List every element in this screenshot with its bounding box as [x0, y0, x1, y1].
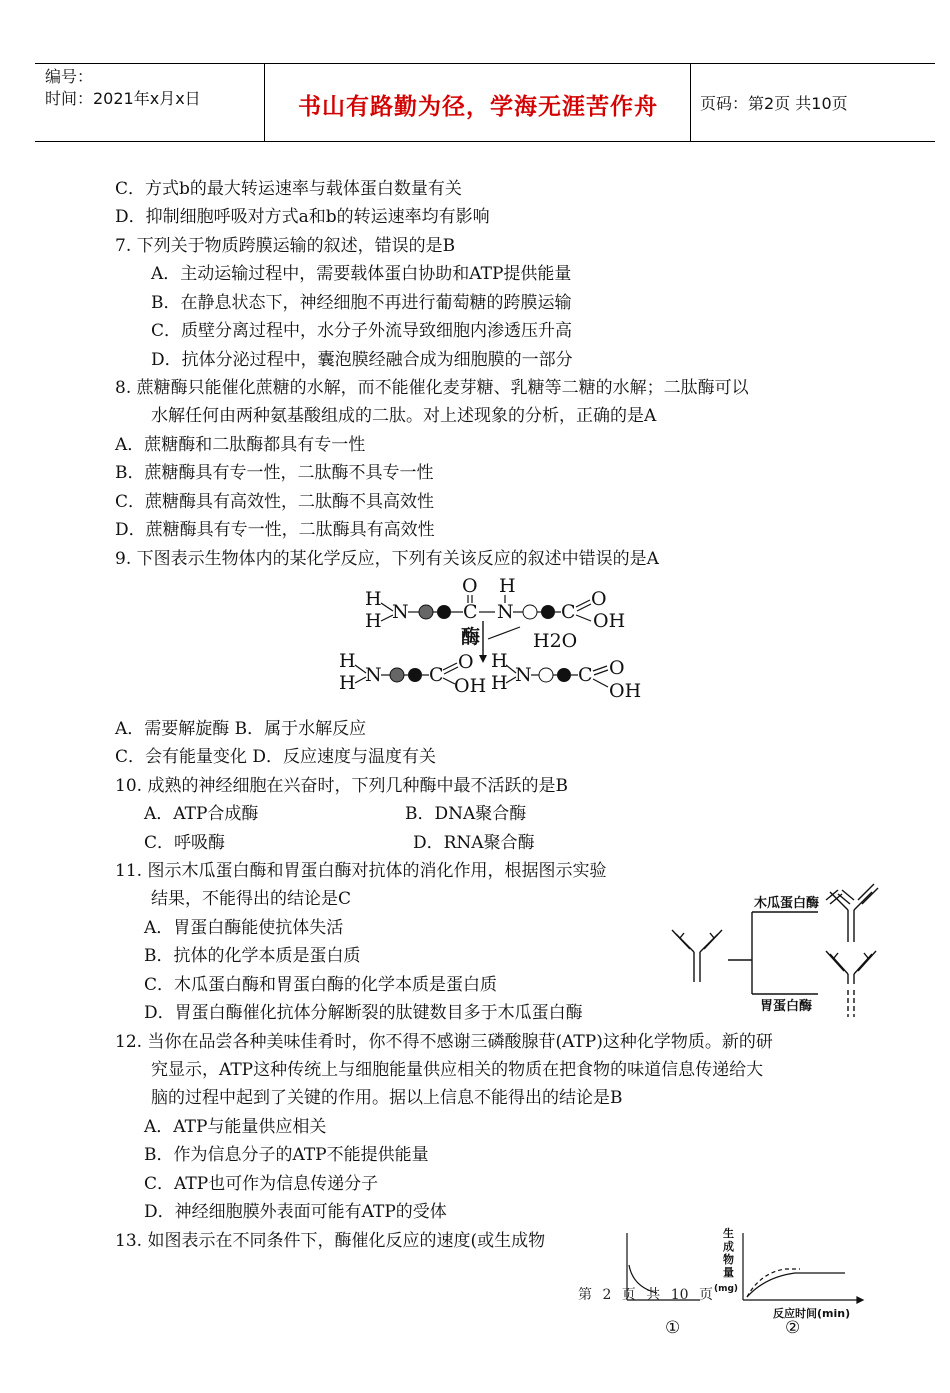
pepsin-label: 胃蛋白酶: [760, 999, 813, 1014]
option-line: C．质壁分离过程中，水分子外流导致细胞内渗透压升高: [151, 321, 573, 341]
option-line: C．方式b的最大转运速率与载体蛋白数量有关: [115, 179, 462, 199]
r-group-filled-icon: [408, 668, 422, 682]
atom-label: H: [339, 672, 356, 694]
atom-label: N: [515, 664, 532, 686]
option-line: B．抗体的化学本质是蛋白质: [144, 946, 361, 966]
option-line: D．蔗糖酶具有专一性，二肽酶具有高效性: [115, 520, 435, 540]
question-12-cont: 究显示，ATP这种传统上与细胞能量供应相关的物质在把食物的味道信息传递给大: [151, 1060, 764, 1080]
r-group-open-icon: [539, 668, 553, 682]
ylabel-char: 成: [723, 1240, 734, 1253]
option-line: A．蔗糖酶和二肽酶都具有专一性: [115, 435, 366, 455]
atom-label: C: [429, 664, 444, 686]
atom-label: C: [463, 601, 478, 623]
atom-label: H: [491, 672, 508, 694]
atom-label: H: [339, 650, 356, 672]
graph-label-2: ②: [785, 1318, 801, 1338]
enzyme-rate-graphs: [615, 1225, 870, 1340]
option-line: A．ATP合成酶: [144, 804, 259, 824]
header-meta: [45, 66, 201, 110]
time-label: 时间：2021年x月x日: [45, 89, 201, 108]
arrow-down-icon: [479, 655, 487, 663]
atom-label: H: [365, 588, 382, 610]
r-group-filled-icon: [541, 605, 555, 619]
atom-label: OH: [454, 675, 487, 697]
option-line: D．抗体分泌过程中，囊泡膜经融合成为细胞膜的一部分: [151, 350, 573, 370]
atom-label: O: [462, 575, 478, 597]
antibody-digestion-diagram: [668, 872, 888, 1022]
r-group-hatched-icon: [390, 668, 404, 682]
option-line: B．在静息状态下，神经细胞不再进行葡萄糖的跨膜运输: [151, 293, 572, 313]
question-10: 10. 成熟的神经细胞在兴奋时，下列几种酶中最不活跃的是B: [115, 776, 568, 796]
question-12: 12. 当你在品尝各种美味佳肴时，你不得不感谢三磷酸腺苷(ATP)这种化学物质。新的研: [115, 1032, 773, 1052]
question-11-cont: 结果，不能得出的结论是C: [151, 889, 352, 909]
papain-label: 木瓜蛋白酶: [754, 896, 820, 911]
atom-label: H: [365, 610, 382, 632]
xlabel: 反应时间(min): [773, 1307, 851, 1320]
r-group-hatched-icon: [419, 605, 433, 619]
option-line: C．ATP也可作为信息传递分子: [144, 1174, 379, 1194]
ylabel-char: 生: [723, 1227, 734, 1240]
question-12-cont: 脑的过程中起到了关键的作用。据以上信息不能得出的结论是B: [151, 1088, 623, 1108]
question-13: 13. 如图表示在不同条件下，酶催化反应的速度(或生成物: [115, 1231, 546, 1251]
option-line: A．需要解旋酶 B．属于水解反应: [115, 719, 367, 739]
ylabel-char: 物: [723, 1253, 734, 1266]
header-divider: [690, 64, 691, 141]
option-line: B．DNA聚合酶: [405, 804, 527, 824]
option-line: D．抑制细胞呼吸对方式a和b的转运速率均有影响: [115, 207, 490, 227]
r-group-filled-icon: [437, 605, 451, 619]
number-label: 编号：: [45, 67, 94, 86]
page-header: [35, 63, 935, 142]
page-footer: 第 2 页 共 10 页: [578, 1287, 713, 1303]
option-line: D．神经细胞膜外表面可能有ATP的受体: [144, 1202, 447, 1222]
option-line: C．木瓜蛋白酶和胃蛋白酶的化学本质是蛋白质: [144, 975, 498, 995]
header-motto: 书山有路勤为径，学海无涯苦作舟: [298, 94, 658, 120]
option-line: B．蔗糖酶具有专一性，二肽酶不具专一性: [115, 463, 434, 483]
option-line: A．主动运输过程中，需要载体蛋白协助和ATP提供能量: [151, 264, 572, 284]
atom-label: C: [561, 601, 576, 623]
option-line: A．ATP与能量供应相关: [144, 1117, 327, 1137]
atom-label: C: [578, 664, 593, 686]
atom-label: O: [591, 588, 607, 610]
graph-label-1: ①: [665, 1318, 681, 1338]
ylabel-unit: (mg): [714, 1284, 739, 1294]
ylabel-char: 量: [723, 1266, 734, 1279]
option-line: D．RNA聚合酶: [413, 833, 535, 853]
enzyme-label: 酶: [461, 626, 481, 648]
question-7: 7. 下列关于物质跨膜运输的叙述，错误的是B: [115, 236, 456, 256]
r-group-open-icon: [523, 605, 537, 619]
atom-label: N: [365, 664, 382, 686]
atom-label: H: [499, 575, 516, 597]
question-8: 8. 蔗糖酶只能催化蔗糖的水解，而不能催化麦芽糖、乳糖等二糖的水解；二肽酶可以: [115, 378, 749, 398]
question-11: 11. 图示木瓜蛋白酶和胃蛋白酶对抗体的消化作用，根据图示实验: [115, 861, 607, 881]
option-line: D．胃蛋白酶催化抗体分解断裂的肽键数目多于木瓜蛋白酶: [144, 1003, 583, 1023]
atom-label: O: [458, 651, 474, 673]
question-8-cont: 水解任何由两种氨基酸组成的二肽。对上述现象的分析，正确的是A: [151, 406, 657, 426]
question-9: 9. 下图表示生物体内的某化学反应，下列有关该反应的叙述中错误的是A: [115, 549, 659, 569]
r-group-filled-icon: [557, 668, 571, 682]
option-line: C．会有能量变化 D．反应速度与温度有关: [115, 747, 437, 767]
header-page-info: 页码：第2页 共10页: [700, 94, 848, 113]
atom-label: O: [609, 657, 625, 679]
water-label: H2O: [533, 630, 578, 652]
peptide-hydrolysis-diagram: [339, 575, 655, 705]
atom-label: OH: [609, 680, 642, 702]
atom-label: N: [392, 601, 409, 623]
atom-label: OH: [593, 610, 626, 632]
option-line: C．蔗糖酶具有高效性，二肽酶不具高效性: [115, 492, 435, 512]
option-line: B．作为信息分子的ATP不能提供能量: [144, 1145, 429, 1165]
option-line: C．呼吸酶: [144, 833, 226, 853]
atom-label: N: [497, 601, 514, 623]
option-line: A．胃蛋白酶能使抗体失活: [144, 918, 344, 938]
atom-label: H: [491, 650, 508, 672]
